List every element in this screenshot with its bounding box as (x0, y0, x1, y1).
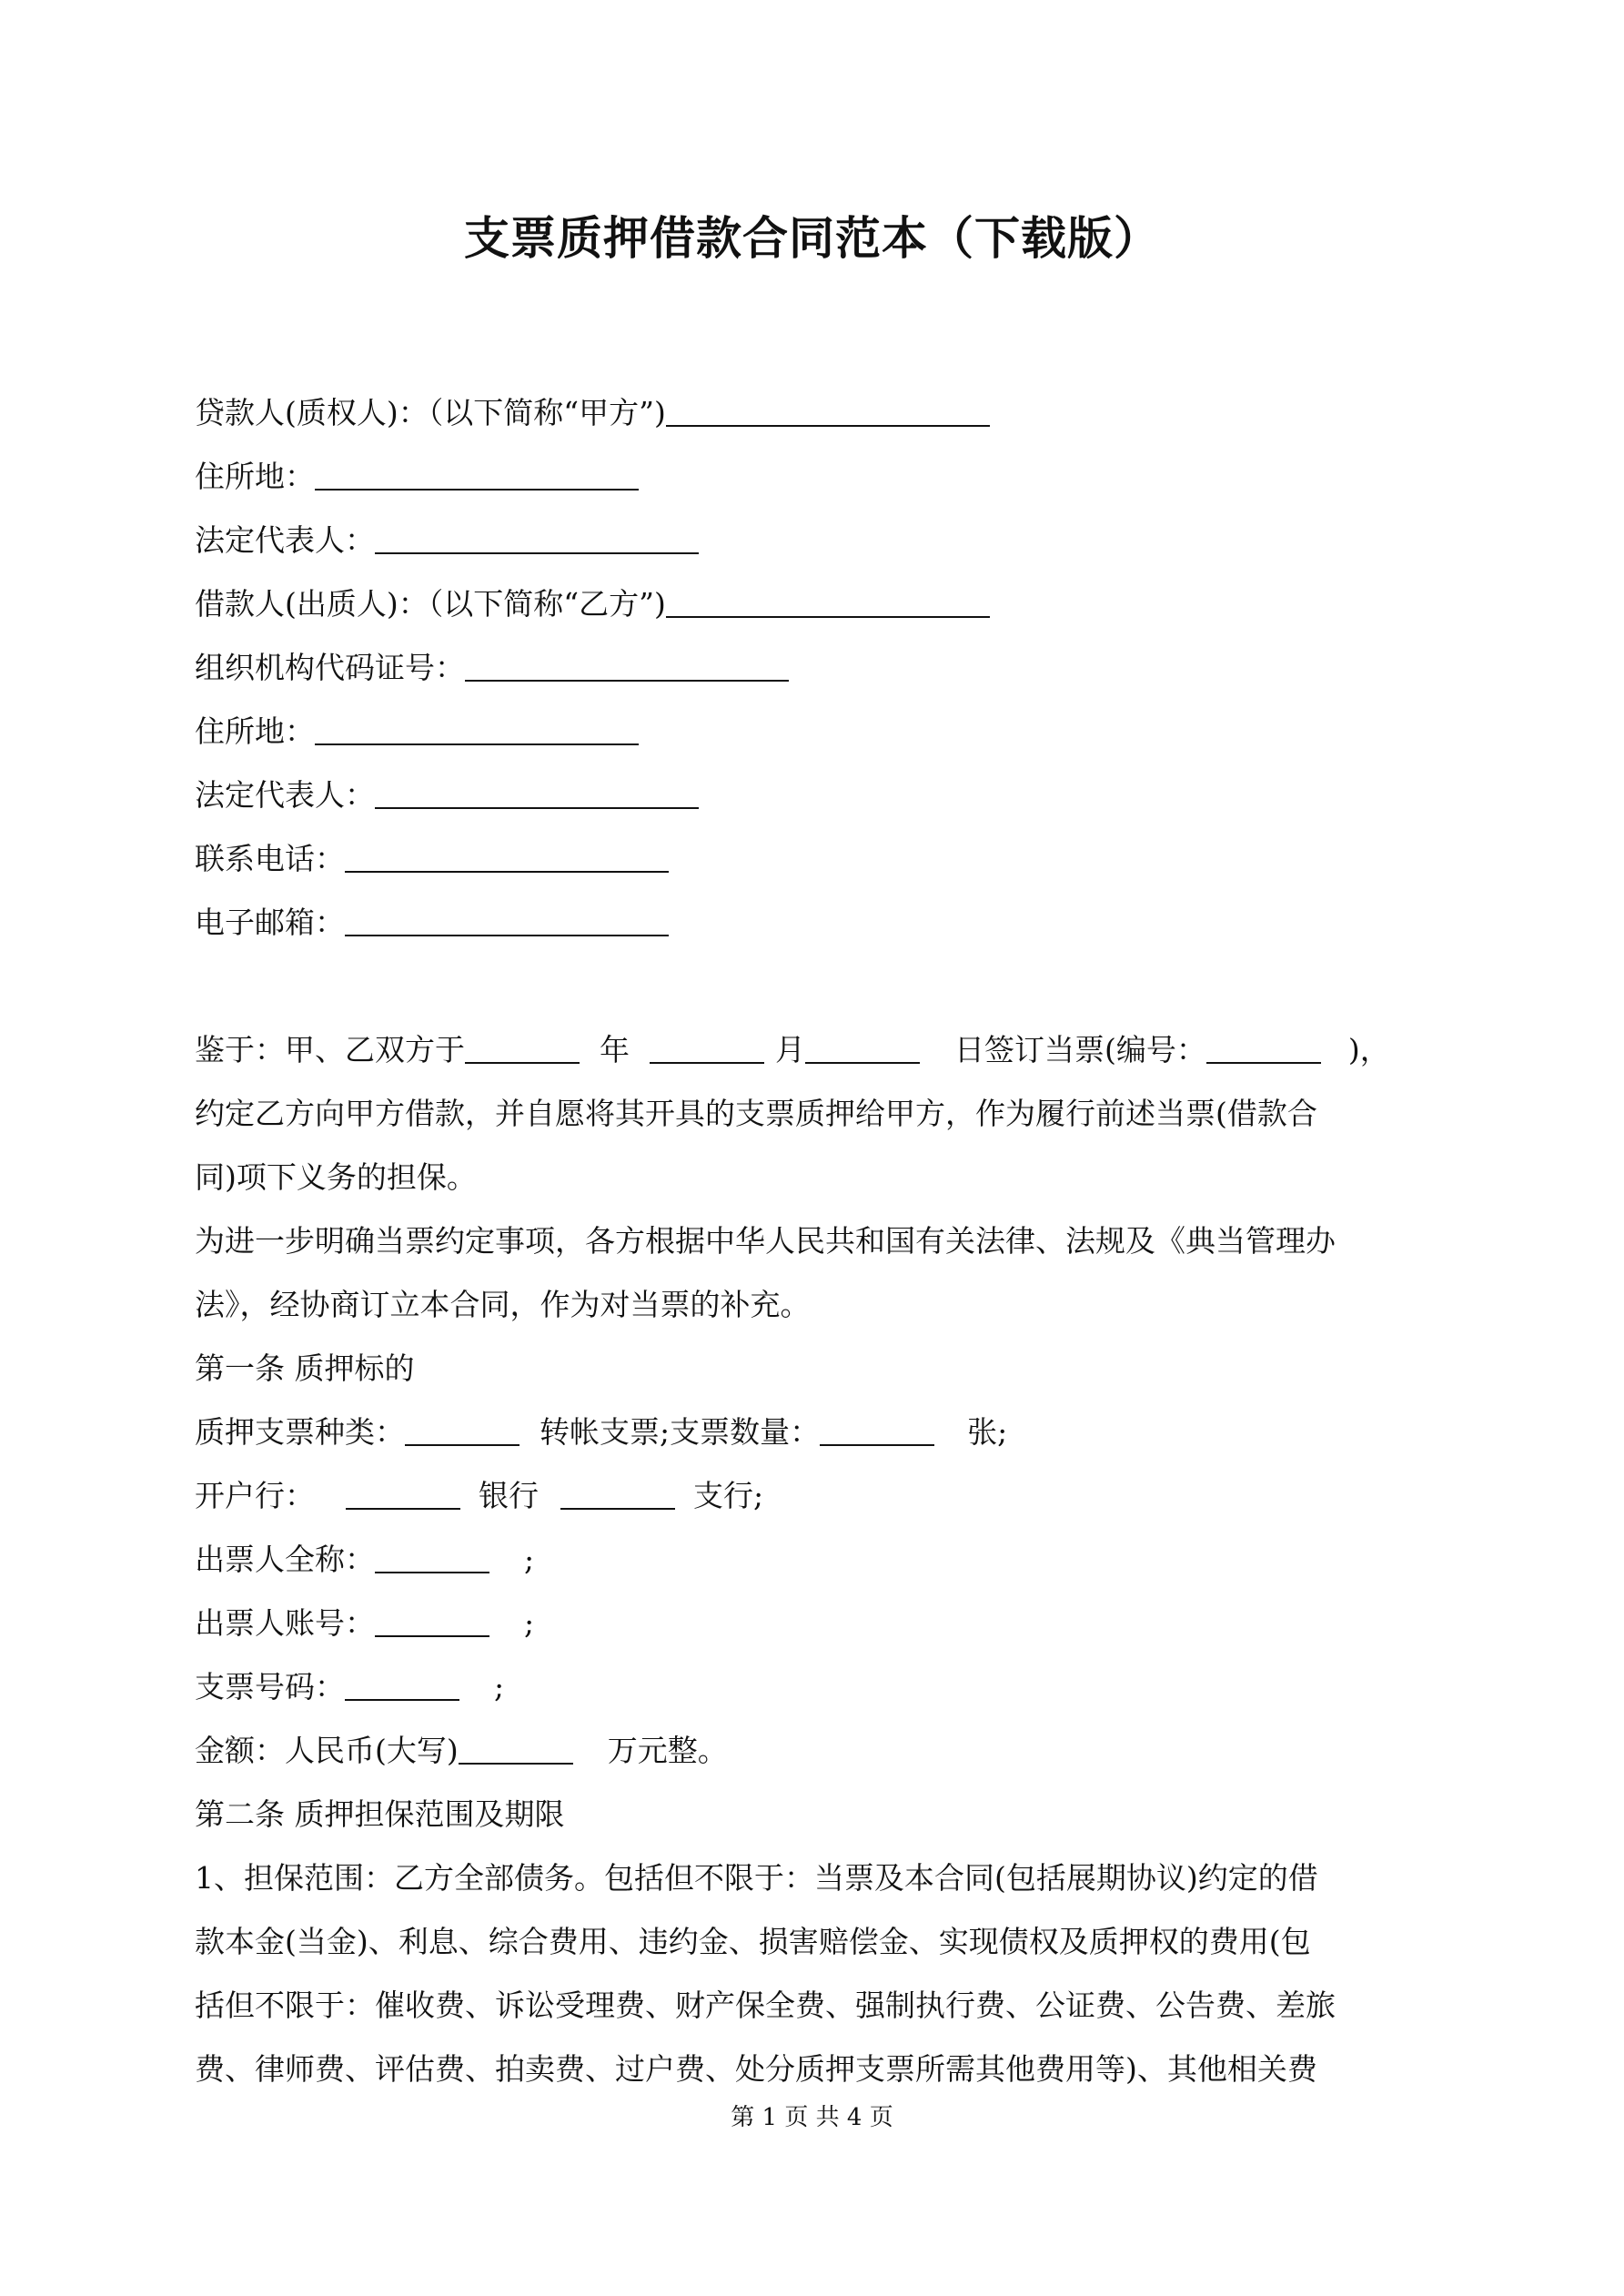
bank-line: 开户行： 银行 支行; (195, 1478, 764, 1513)
page-footer: 第 1 页 共 4 页 (731, 2104, 893, 2131)
article-1-title: 第一条 质押标的 (195, 1350, 415, 1386)
scope-line-2: 款本金(当金)、利息、综合费用、违约金、损害赔偿金、实现债权及质押权的费用(包 (195, 1924, 1311, 1959)
article-2-title: 第二条 质押担保范围及期限 (195, 1796, 565, 1832)
whereas-line-3: 同)项下义务的担保。 (195, 1159, 477, 1195)
whereas-line: 鉴于：甲、乙双方于 年 月 日签订当票(编号： )， (195, 1032, 1390, 1067)
amount-line: 金额：人民币(大写) 万元整。 (195, 1733, 728, 1768)
drawer-name-blank[interactable] (375, 1544, 489, 1573)
borrower-line: 借款人(出质人)：（以下简称“乙方”) (195, 584, 1450, 624)
scope-line-3: 括但不限于：催收费、诉讼受理费、财产保全费、强制执行费、公证费、公告费、差旅 (195, 1988, 1336, 2023)
purpose-line-2: 法》，经协商订立本合同，作为对当票的补充。 (195, 1287, 811, 1322)
lender-rep-blank[interactable] (375, 525, 699, 554)
scope-line-1: 1、担保范围：乙方全部债务。包括但不限于：当票及本合同(包括展期协议)约定的借 (195, 1860, 1318, 1896)
borrower-address-line: 住所地： (195, 712, 1450, 752)
phone-line: 联系电话： (195, 839, 1450, 879)
check-type-line: 质押支票种类： 转帐支票;支票数量： 张; (195, 1414, 1008, 1450)
borrower-address-blank[interactable] (315, 716, 639, 745)
year-blank[interactable] (465, 1035, 580, 1064)
purpose-line-1: 为进一步明确当票约定事项，各方根据中华人民共和国有关法律、法规及《典当管理办 (195, 1223, 1336, 1259)
whereas-line-2: 约定乙方向甲方借款，并自愿将其开具的支票质押给甲方，作为履行前述当票(借款合 (195, 1096, 1317, 1131)
day-blank[interactable] (805, 1035, 920, 1064)
lender-rep-line: 法定代表人： (195, 521, 1450, 561)
org-code-blank[interactable] (465, 652, 789, 682)
email-line: 电子邮箱： (195, 903, 1450, 943)
lender-line: 贷款人(质权人)：（以下简称“甲方”) (195, 393, 1450, 433)
check-number-blank[interactable] (345, 1672, 459, 1701)
ticket-number-blank[interactable] (1206, 1035, 1321, 1064)
org-code-line: 组织机构代码证号： (195, 648, 1450, 688)
lender-address-line: 住所地： (195, 457, 1450, 497)
check-quantity-blank[interactable] (820, 1417, 934, 1446)
borrower-blank[interactable] (666, 589, 990, 618)
drawer-account-blank[interactable] (375, 1608, 489, 1637)
branch-blank[interactable] (560, 1481, 675, 1510)
check-type-blank[interactable] (405, 1417, 519, 1446)
amount-blank[interactable] (459, 1735, 573, 1765)
drawer-name-line: 出票人全称： ; (195, 1542, 535, 1577)
month-blank[interactable] (650, 1035, 764, 1064)
borrower-rep-line: 法定代表人： (195, 775, 1450, 815)
document-title: 支票质押借款合同范本（下载版） (464, 212, 1160, 265)
scope-line-4: 费、律师费、评估费、拍卖费、过户费、处分质押支票所需其他费用等)、其他相关费 (195, 2051, 1317, 2087)
email-blank[interactable] (345, 907, 669, 936)
borrower-rep-blank[interactable] (375, 780, 699, 809)
bank-blank[interactable] (346, 1481, 460, 1510)
drawer-account-line: 出票人账号： ; (195, 1605, 535, 1641)
phone-blank[interactable] (345, 844, 669, 873)
lender-blank[interactable] (666, 398, 990, 427)
check-number-line: 支票号码： ; (195, 1669, 505, 1704)
lender-address-blank[interactable] (315, 461, 639, 491)
